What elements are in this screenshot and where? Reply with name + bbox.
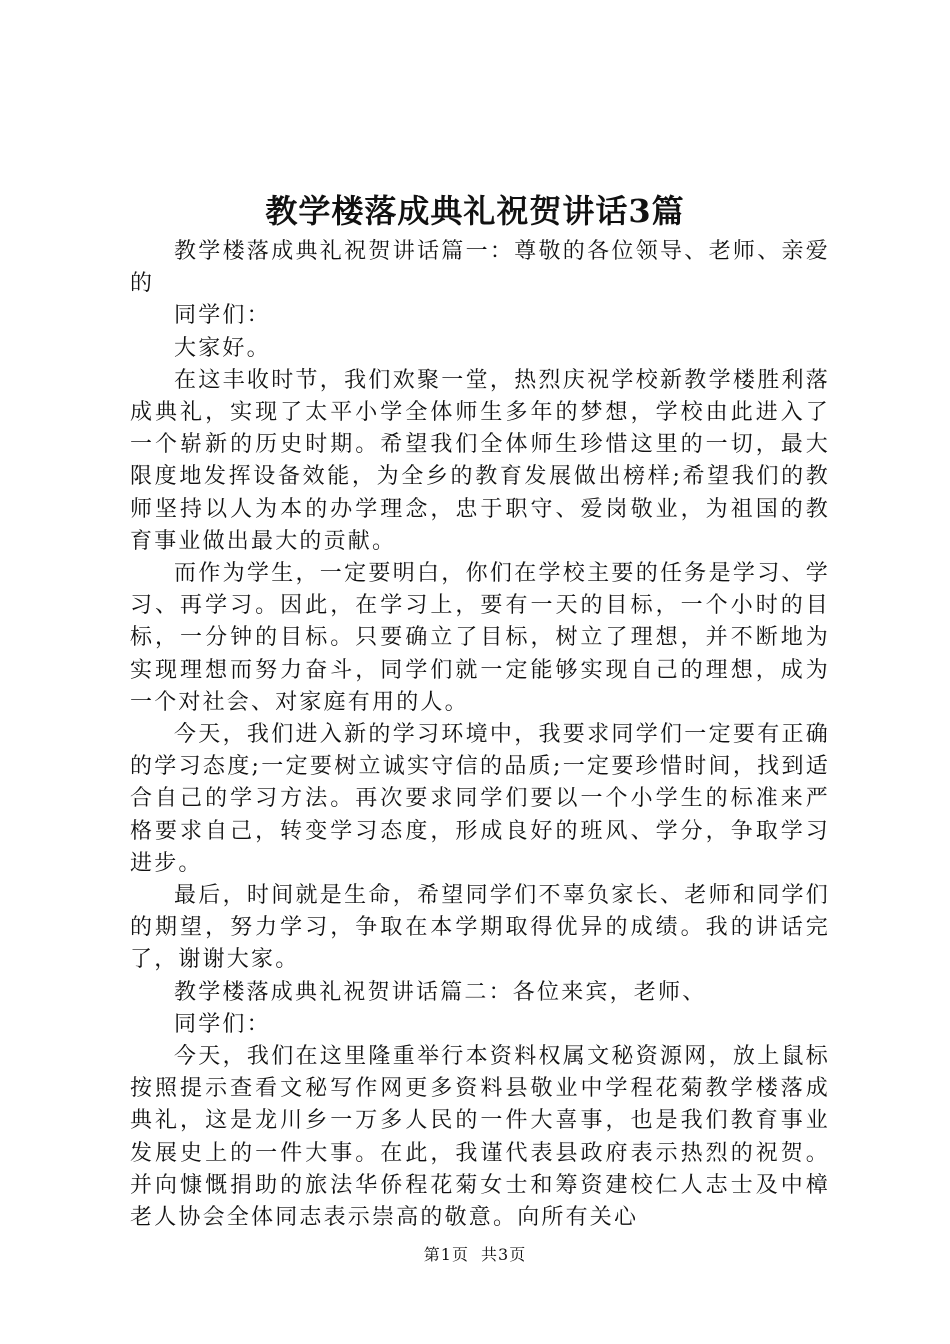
paragraph: 同学们： [174,1011,271,1037]
paragraph: 最后，时间就是生命，希望同学们不辜负家长、老师和同学们的期望，努力学习，争取在本学期取得优异的成绩。我的讲话完了，谢谢大家。 [130,883,830,973]
paragraph: 今天，我们在这里隆重举行本资料权属文秘资源网，放上鼠标按照提示查看文秘写作网更多资料县敬业中学程花菊教学楼落成典礼，这是龙川乡一万多人民的一件大喜事，也是我们教育事业发展史上的一件大事。在此，我谨代表县政府表示热烈的祝贺。并向慷慨捐助的旅法华侨程花菊女士和筹资建校仁人志士及中樟老人协会全体同志表示崇高的敬意。向所有关心 [130,1044,830,1231]
paragraph: 大家好。 [174,335,271,361]
document-body [130,236,830,1234]
paragraph: 而作为学生，一定要明白，你们在学校主要的任务是学习、学习、再学习。因此，在学习上，要有一天的目标，一个小时的目标，一分钟的目标。只要确立了目标，树立了理想，并不断地为实现理想而努力奋斗，同学们就一定能够实现自己的理想，成为一个对社会、对家庭有用的人。 [130,561,830,715]
page-total: 共3页 [481,1245,527,1264]
page-number: 第1页 [423,1245,469,1264]
paragraph: 教学楼落成典礼祝贺讲话篇二：各位来宾，老师、 [174,979,707,1005]
paragraph: 教学楼落成典礼祝贺讲话篇一：尊敬的各位领导、老师、亲爱的 [130,239,830,297]
paragraph: 在这丰收时节，我们欢聚一堂，热烈庆祝学校新教学楼胜利落成典礼，实现了太平小学全体师生多年的梦想，学校由此进入了一个崭新的历史时期。希望我们全体师生珍惜这里的一切，最大限度地发挥设备效能，为全乡的教育发展做出榜样;希望我们的教师坚持以人为本的办学理念，忠于职守、爱岗敬业，为祖国的教育事业做出最大的贡献。 [130,367,830,554]
page-footer [0,1242,950,1265]
document-title: 教学楼落成典礼祝贺讲话3篇 [265,192,685,230]
paragraph: 同学们： [174,303,271,329]
paragraph: 今天，我们进入新的学习环境中，我要求同学们一定要有正确的学习态度;一定要树立诚实守信的品质;一定要珍惜时间，找到适合自己的学习方法。再次要求同学们要以一个小学生的标准来严格要求自己，转变学习态度，形成良好的班风、学分，争取学习进步。 [130,722,830,876]
